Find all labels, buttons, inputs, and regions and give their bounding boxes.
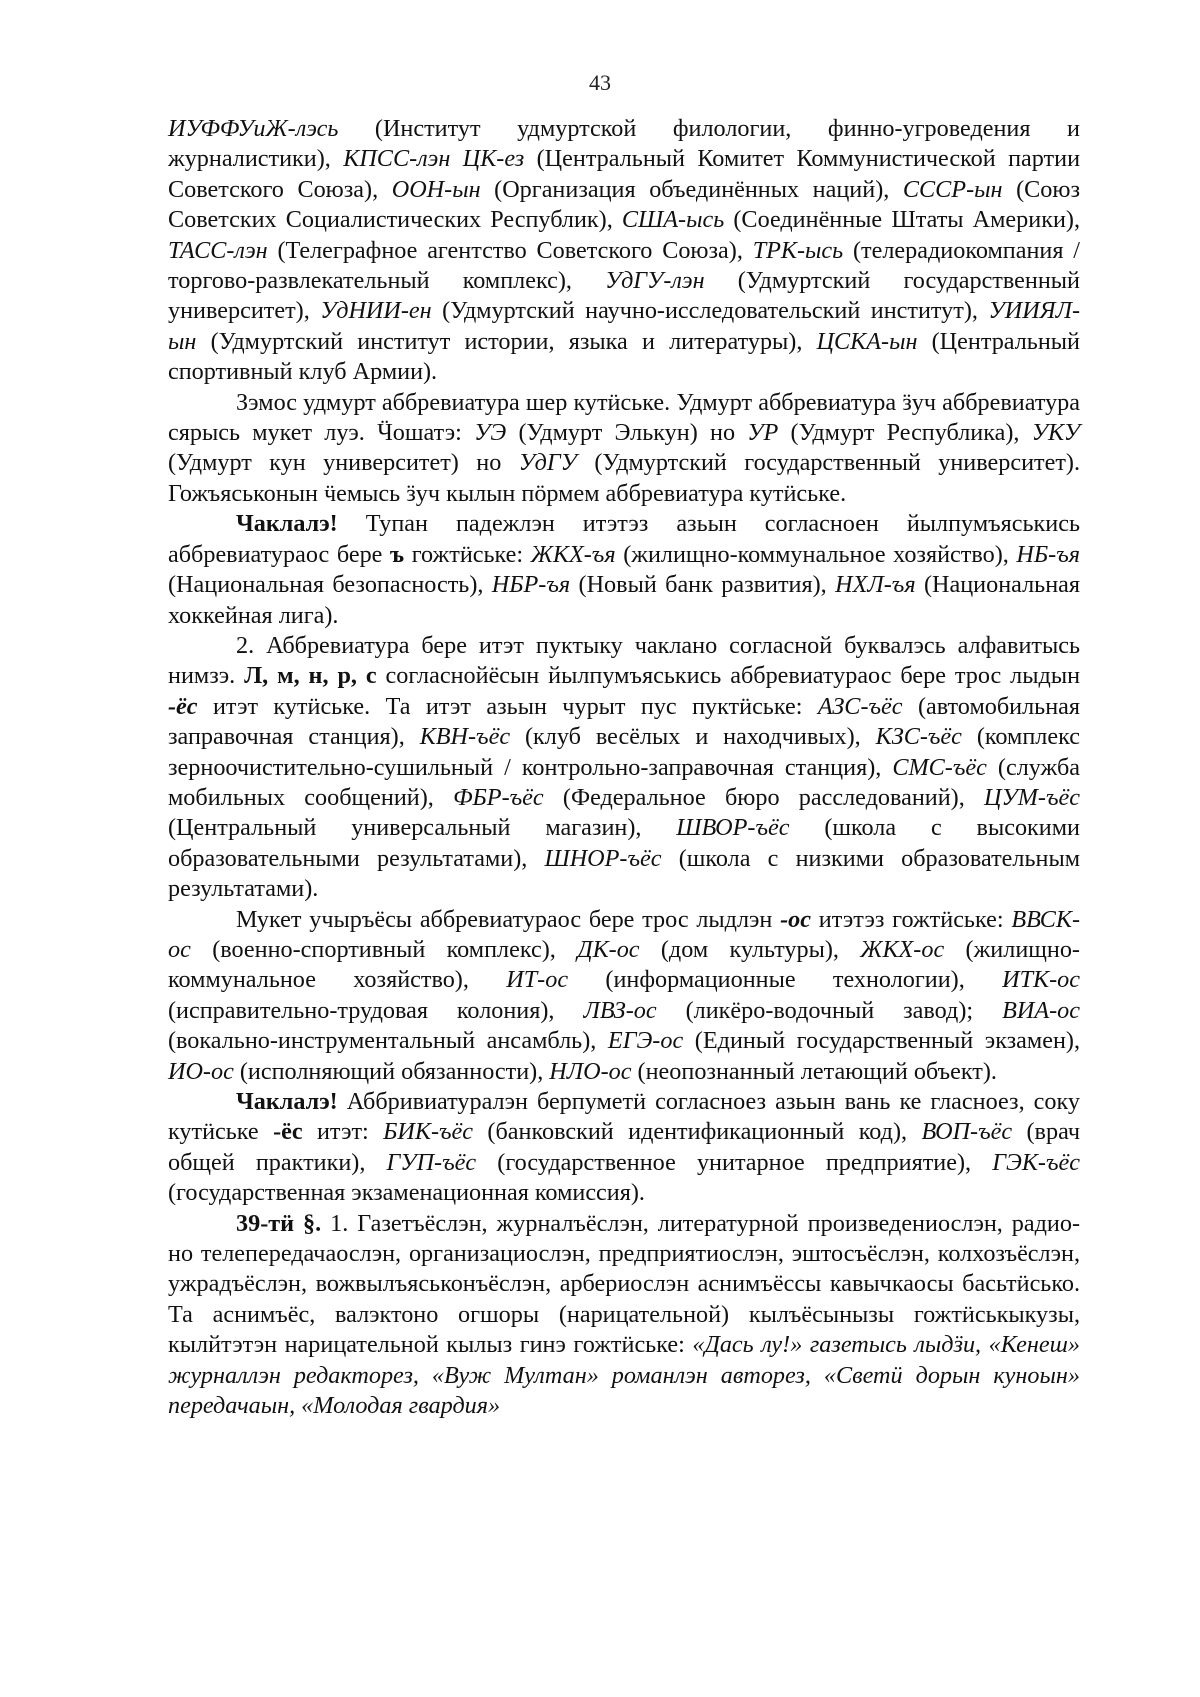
text-run: 1. Газетъёслэн, журналъёслэн, литературной произведениослэн, радио- но телепередачаослэн, организациослэн, предприятиослэн, эштосъёслэн, колхозъёслэн, ужрадъёслэн, вожвылъяськонъёслэн, арбериослэн аснимъёссы кавычкаосы басьтӥсько. Та аснимъёс, валэктоно огшоры (нарицательной) кылъёсынызы гожтӥськыкузы, кылйтэтэн нарицательной кылыз гинэ гожтӥське: [168, 1209, 1080, 1359]
text-run: -ос [780, 905, 812, 933]
text-run: Аббривиатуралэн берпуметӥ согласноез азьын вань ке гласноез, соку кутӥське [168, 1088, 1080, 1146]
text-run: ГУП-ъёс [386, 1148, 477, 1176]
text-run: НЛО-ос [549, 1057, 632, 1085]
text-run: (Удмуртский государственный университет). Гожъяськонын ӵемысь ӟуч кылын пӧрмем аббревиатура кутӥське. [168, 449, 1080, 507]
text-run: (неопознанный летающий объект). [631, 1057, 997, 1085]
text-run: ШВОР-ъёс [676, 814, 790, 842]
text-run: УР [747, 419, 779, 447]
text-run: ЕГЭ-ос [607, 1027, 684, 1055]
paragraph-p2 [168, 388, 1080, 510]
text-run: (Новый банк развития), [570, 571, 836, 599]
text-run: (Национальная безопасность), [168, 571, 492, 599]
text-run: США-ысь [621, 206, 725, 234]
text-run: НБР-ъя [491, 571, 571, 599]
text-run: (Телеграфное агентство Советского Союза), [267, 236, 753, 264]
text-run: ъ [390, 540, 405, 568]
text-run: КЗС-ъёс [875, 723, 962, 751]
text-run: ЦУМ-ъёс [984, 783, 1080, 811]
text-run: (банковский идентификационный код), [473, 1118, 922, 1146]
text-run: НБ-ъя [1016, 540, 1081, 568]
paragraph-p7 [168, 1209, 1080, 1422]
text-run: (комплекс зерноочистительно-сушильный / контрольно-заправочная станция), [168, 723, 1080, 781]
text-run: (врач общей практики), [168, 1118, 1081, 1176]
text-run: (исполняющий обязанности), [233, 1057, 550, 1085]
text-run: БИК-ъёс [383, 1118, 474, 1146]
text-run: гожтӥське: [404, 540, 531, 568]
text-run: (Удмурт Элькун) но [506, 419, 748, 447]
text-run: итэт: [302, 1118, 384, 1146]
text-run: (Удмурт кун университет) но [168, 449, 519, 477]
text-run: (военно-спортивный комплекс), [190, 935, 578, 963]
text-run: ВОП-ъёс [921, 1118, 1013, 1146]
text-run: «Дась лу!» газетысь лыдӟи, «Кенеш» журналлэн редакторез, «Вуж Мултан» романлэн авторез, «Светӥ дорын куноын» передачаын, «Молодая гвардия» [168, 1331, 1080, 1420]
text-run: (школа с высокими образовательными результатами), [168, 814, 1080, 872]
paragraph-p5 [168, 905, 1080, 1087]
text-run: УдГУ [518, 449, 577, 477]
text-run: АЗС-ъёс [817, 692, 903, 720]
text-run: ТРК-ысь [752, 236, 844, 264]
text-run: (Удмуртский государственный университет), [168, 267, 1080, 325]
text-run: ЖКХ-ъя [530, 540, 616, 568]
paragraph-p6 [168, 1087, 1080, 1209]
text-run: (клуб весёлых и находчивых), [510, 723, 876, 751]
text-run: (Организация объединённых наций), [480, 175, 903, 203]
text-run: ООН-ын [391, 175, 481, 203]
text-run: (школа с низкими образовательным результатами). [168, 844, 1081, 903]
text-run: (Союз Советских Социалистических Республик), [168, 175, 1080, 234]
text-run: НХЛ-ъя [835, 571, 916, 599]
text-run: (вокально-инструментальный ансамбль), [168, 1027, 608, 1055]
paragraph-p4 [168, 631, 1080, 905]
text-run: (государственное унитарное предприятие), [476, 1148, 993, 1176]
text-run: (Единый государственный экзамен), [683, 1027, 1081, 1055]
text-run: ШНОР-ъёс [544, 844, 662, 872]
text-run: ИТ-ос [506, 966, 569, 994]
paragraph-p1 [168, 114, 1080, 388]
text-run: (Центральный спортивный клуб Армии). [168, 327, 1080, 386]
text-run: УИИЯЛ-ын [168, 297, 1081, 355]
text-run: СМС-ъёс [892, 753, 987, 781]
text-run: ИУФФУиЖ-лэсь [168, 115, 339, 142]
text-run: СССР-ын [902, 175, 1003, 203]
text-run: Тупан падежлэн итэтэз азьын согласноен йылпумъяськись аббревиатураос бере [168, 510, 1080, 568]
text-run: итэтэз гожтӥське: [811, 905, 1012, 933]
text-run: ДК-ос [577, 935, 640, 963]
text-run: ИО-ос [168, 1057, 234, 1085]
text-run: (Институт удмуртской филологии, финно-угроведения и журналистики), [168, 115, 1080, 173]
text-run: УКУ [1031, 419, 1080, 447]
text-run: 2. Аббревиатура бере итэт пуктыку чаклано согласной буквалэсь алфавитысь нимзэ. [168, 631, 1080, 690]
text-run: УЭ [474, 419, 507, 447]
text-run: Мукет учыръёсы аббревиатураос бере трос лыдлэн [236, 905, 781, 933]
text-run: 39-тӥ §. [236, 1209, 322, 1237]
text-run: (Национальная хоккейная лига). [168, 571, 1080, 629]
text-run: (Удмуртский институт истории, языка и литературы), [196, 327, 817, 355]
text-run: (Соединённые Штаты Америки), [724, 206, 1080, 234]
text-run: (исправительно-трудовая колония), [168, 996, 584, 1024]
body-text [168, 114, 1080, 1421]
paragraph-p3 [168, 509, 1080, 631]
text-run: ИТК-ос [1002, 966, 1080, 994]
text-run: Чаклалэ! [236, 510, 338, 538]
text-run: (государственная экзаменационная комиссия). [168, 1179, 645, 1207]
text-run: УдГУ-лэн [605, 267, 705, 295]
text-run: (автомобильная заправочная станция), [168, 692, 1080, 751]
text-run: ФБР-ъёс [453, 783, 544, 811]
text-run: ЦСКА-ын [816, 327, 918, 355]
text-run: согласнойёсын йылпумъяськись аббревиатураос бере трос лыдын [376, 662, 1081, 690]
text-run: Зэмос удмурт аббревиатура шер кутӥське. Удмурт аббревиатура ӟуч аббревиатура сярысь мукет луэ. Ӵошатэ: [168, 388, 1080, 447]
text-run: (жилищно-коммунальное хозяйство), [168, 935, 1080, 994]
text-run: КВН-ъёс [419, 723, 511, 751]
text-run: ЛВЗ-ос [583, 996, 657, 1024]
text-run: (Центральный универсальный магазин), [168, 814, 677, 842]
text-run: (служба мобильных сообщений), [168, 753, 1080, 811]
text-run: -ёс [273, 1118, 303, 1146]
text-run: (Удмуртский научно-исследовательский институт), [431, 297, 989, 325]
text-run: итэт кутӥське. Та итэт азьын чурыт пус пуктӥське: [197, 692, 818, 720]
text-run: ТАСС-лэн [168, 236, 268, 264]
text-run: (Удмурт Республика), [778, 419, 1032, 447]
text-run: (Федеральное бюро расследований), [543, 783, 985, 811]
text-run: (телерадиокомпания / торгово-развлекательный комплекс), [168, 236, 1080, 295]
page-number: 43 [589, 70, 611, 95]
text-run: (жилищно-коммунальное хозяйство), [615, 540, 1017, 568]
text-run: ВИА-ос [1002, 996, 1080, 1024]
text-run: Л, м, н, р, с [244, 662, 377, 690]
text-run: (ликёро-водочный завод); [656, 996, 1003, 1024]
text-run: КПСС-лэн ЦК-ез [343, 145, 525, 173]
text-run: ЖКХ-ос [860, 935, 945, 963]
text-run: Чаклалэ! [236, 1088, 338, 1115]
text-run: ВВСК-ос [168, 905, 1081, 963]
text-run: -ёс [168, 692, 198, 720]
text-run: (Центральный Комитет Коммунистической партии Советского Союза), [168, 145, 1081, 203]
text-run: (информационные технологии), [568, 966, 1003, 994]
text-run: (дом культуры), [639, 935, 861, 963]
text-run: УдНИИ-ен [320, 297, 432, 325]
text-run: ГЭК-ъёс [992, 1148, 1080, 1176]
